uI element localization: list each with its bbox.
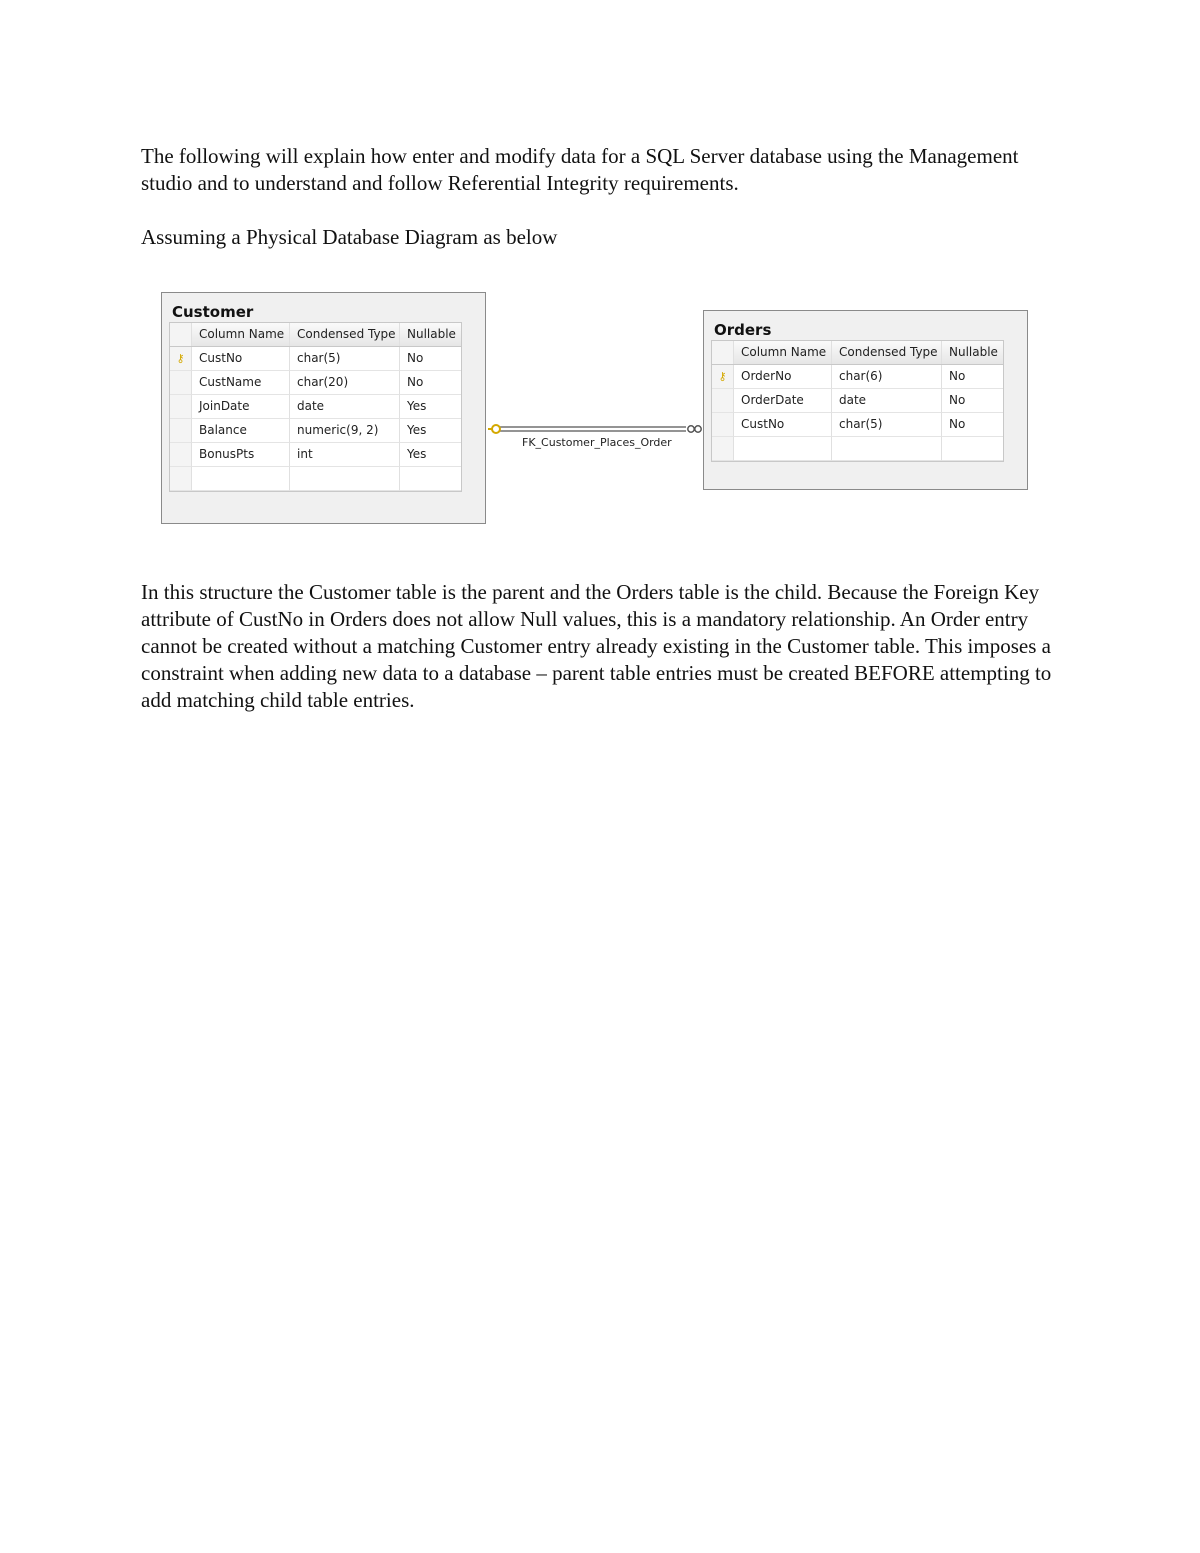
primary-key-icon: ⚷ <box>170 347 192 371</box>
customer-table-title: Customer <box>172 303 254 321</box>
orders-row-orderno <box>712 365 1003 389</box>
nullable-header: Nullable <box>949 345 998 359</box>
column-nullable: Yes <box>400 395 461 419</box>
column-name: OrderNo <box>734 365 832 389</box>
primary-key-icon: ⚷ <box>712 365 734 389</box>
column-nullable: No <box>400 347 461 371</box>
column-nullable <box>400 467 461 491</box>
many-end-infinity-icon <box>688 426 701 432</box>
customer-row-balance <box>170 419 461 443</box>
customer-row-custname <box>170 371 461 395</box>
column-name-header: Column Name <box>192 323 290 346</box>
row-selector <box>170 467 192 491</box>
explanation-paragraph: In this structure the Customer table is the parent and the Orders table is the child. Because the Foreign Key attribute of CustNo in Orders does not allow Null values, this is a mandatory relationship. An Order entry cannot be created without a matching Customer entry already existing in the Customer table. This imposes a constraint when adding new data to a database – parent table entries must be created BEFORE attempting to add matching child table entries. <box>141 580 1052 712</box>
column-nullable: No <box>942 365 1003 389</box>
column-type: int <box>290 443 400 467</box>
relationship-label: FK_Customer_Places_Order <box>522 436 672 449</box>
customer-row-bonuspts <box>170 443 461 467</box>
customer-row-joindate <box>170 395 461 419</box>
one-end-key-icon <box>488 425 500 433</box>
diagram-intro-paragraph: Assuming a Physical Database Diagram as below <box>141 225 558 249</box>
customer-row-custno <box>170 347 461 371</box>
orders-grid-header <box>712 341 1003 365</box>
condensed-type-header: Condensed Type <box>832 341 942 364</box>
column-name: Balance <box>192 419 290 443</box>
column-type <box>832 437 942 461</box>
column-name: JoinDate <box>192 395 290 419</box>
column-type <box>290 467 400 491</box>
column-nullable: No <box>942 413 1003 437</box>
row-selector <box>170 419 192 443</box>
orders-row-empty <box>712 437 1003 461</box>
column-nullable: Yes <box>400 419 461 443</box>
row-selector-header <box>170 323 192 346</box>
column-type: char(20) <box>290 371 400 395</box>
column-type: char(6) <box>832 365 942 389</box>
row-selector <box>170 443 192 467</box>
column-type: date <box>832 389 942 413</box>
column-name: CustNo <box>192 347 290 371</box>
row-selector <box>712 389 734 413</box>
nullable-header: Nullable <box>407 327 456 341</box>
column-type: char(5) <box>832 413 942 437</box>
column-name <box>192 467 290 491</box>
orders-row-orderdate <box>712 389 1003 413</box>
column-name: OrderDate <box>734 389 832 413</box>
column-type: numeric(9, 2) <box>290 419 400 443</box>
column-type: char(5) <box>290 347 400 371</box>
intro-paragraph: The following will explain how enter and modify data for a SQL Server database using the Management studio and to understand and follow Referential Integrity requirements. <box>141 144 1019 195</box>
row-selector <box>170 395 192 419</box>
column-nullable: No <box>942 389 1003 413</box>
customer-row-empty <box>170 467 461 491</box>
column-nullable: No <box>400 371 461 395</box>
column-name: CustNo <box>734 413 832 437</box>
row-selector <box>170 371 192 395</box>
orders-column-grid <box>711 340 1004 462</box>
customer-table <box>161 292 486 524</box>
customer-grid-header <box>170 323 461 347</box>
condensed-type-header: Condensed Type <box>290 323 400 346</box>
column-nullable: Yes <box>400 443 461 467</box>
row-selector-header <box>712 341 734 364</box>
column-name-header: Column Name <box>734 341 832 364</box>
column-name: BonusPts <box>192 443 290 467</box>
orders-table <box>703 310 1028 490</box>
column-type: date <box>290 395 400 419</box>
orders-table-title: Orders <box>714 321 772 339</box>
orders-row-custno <box>712 413 1003 437</box>
row-selector <box>712 413 734 437</box>
row-selector <box>712 437 734 461</box>
column-nullable <box>942 437 1003 461</box>
column-name: CustName <box>192 371 290 395</box>
customer-column-grid <box>169 322 462 492</box>
column-name <box>734 437 832 461</box>
